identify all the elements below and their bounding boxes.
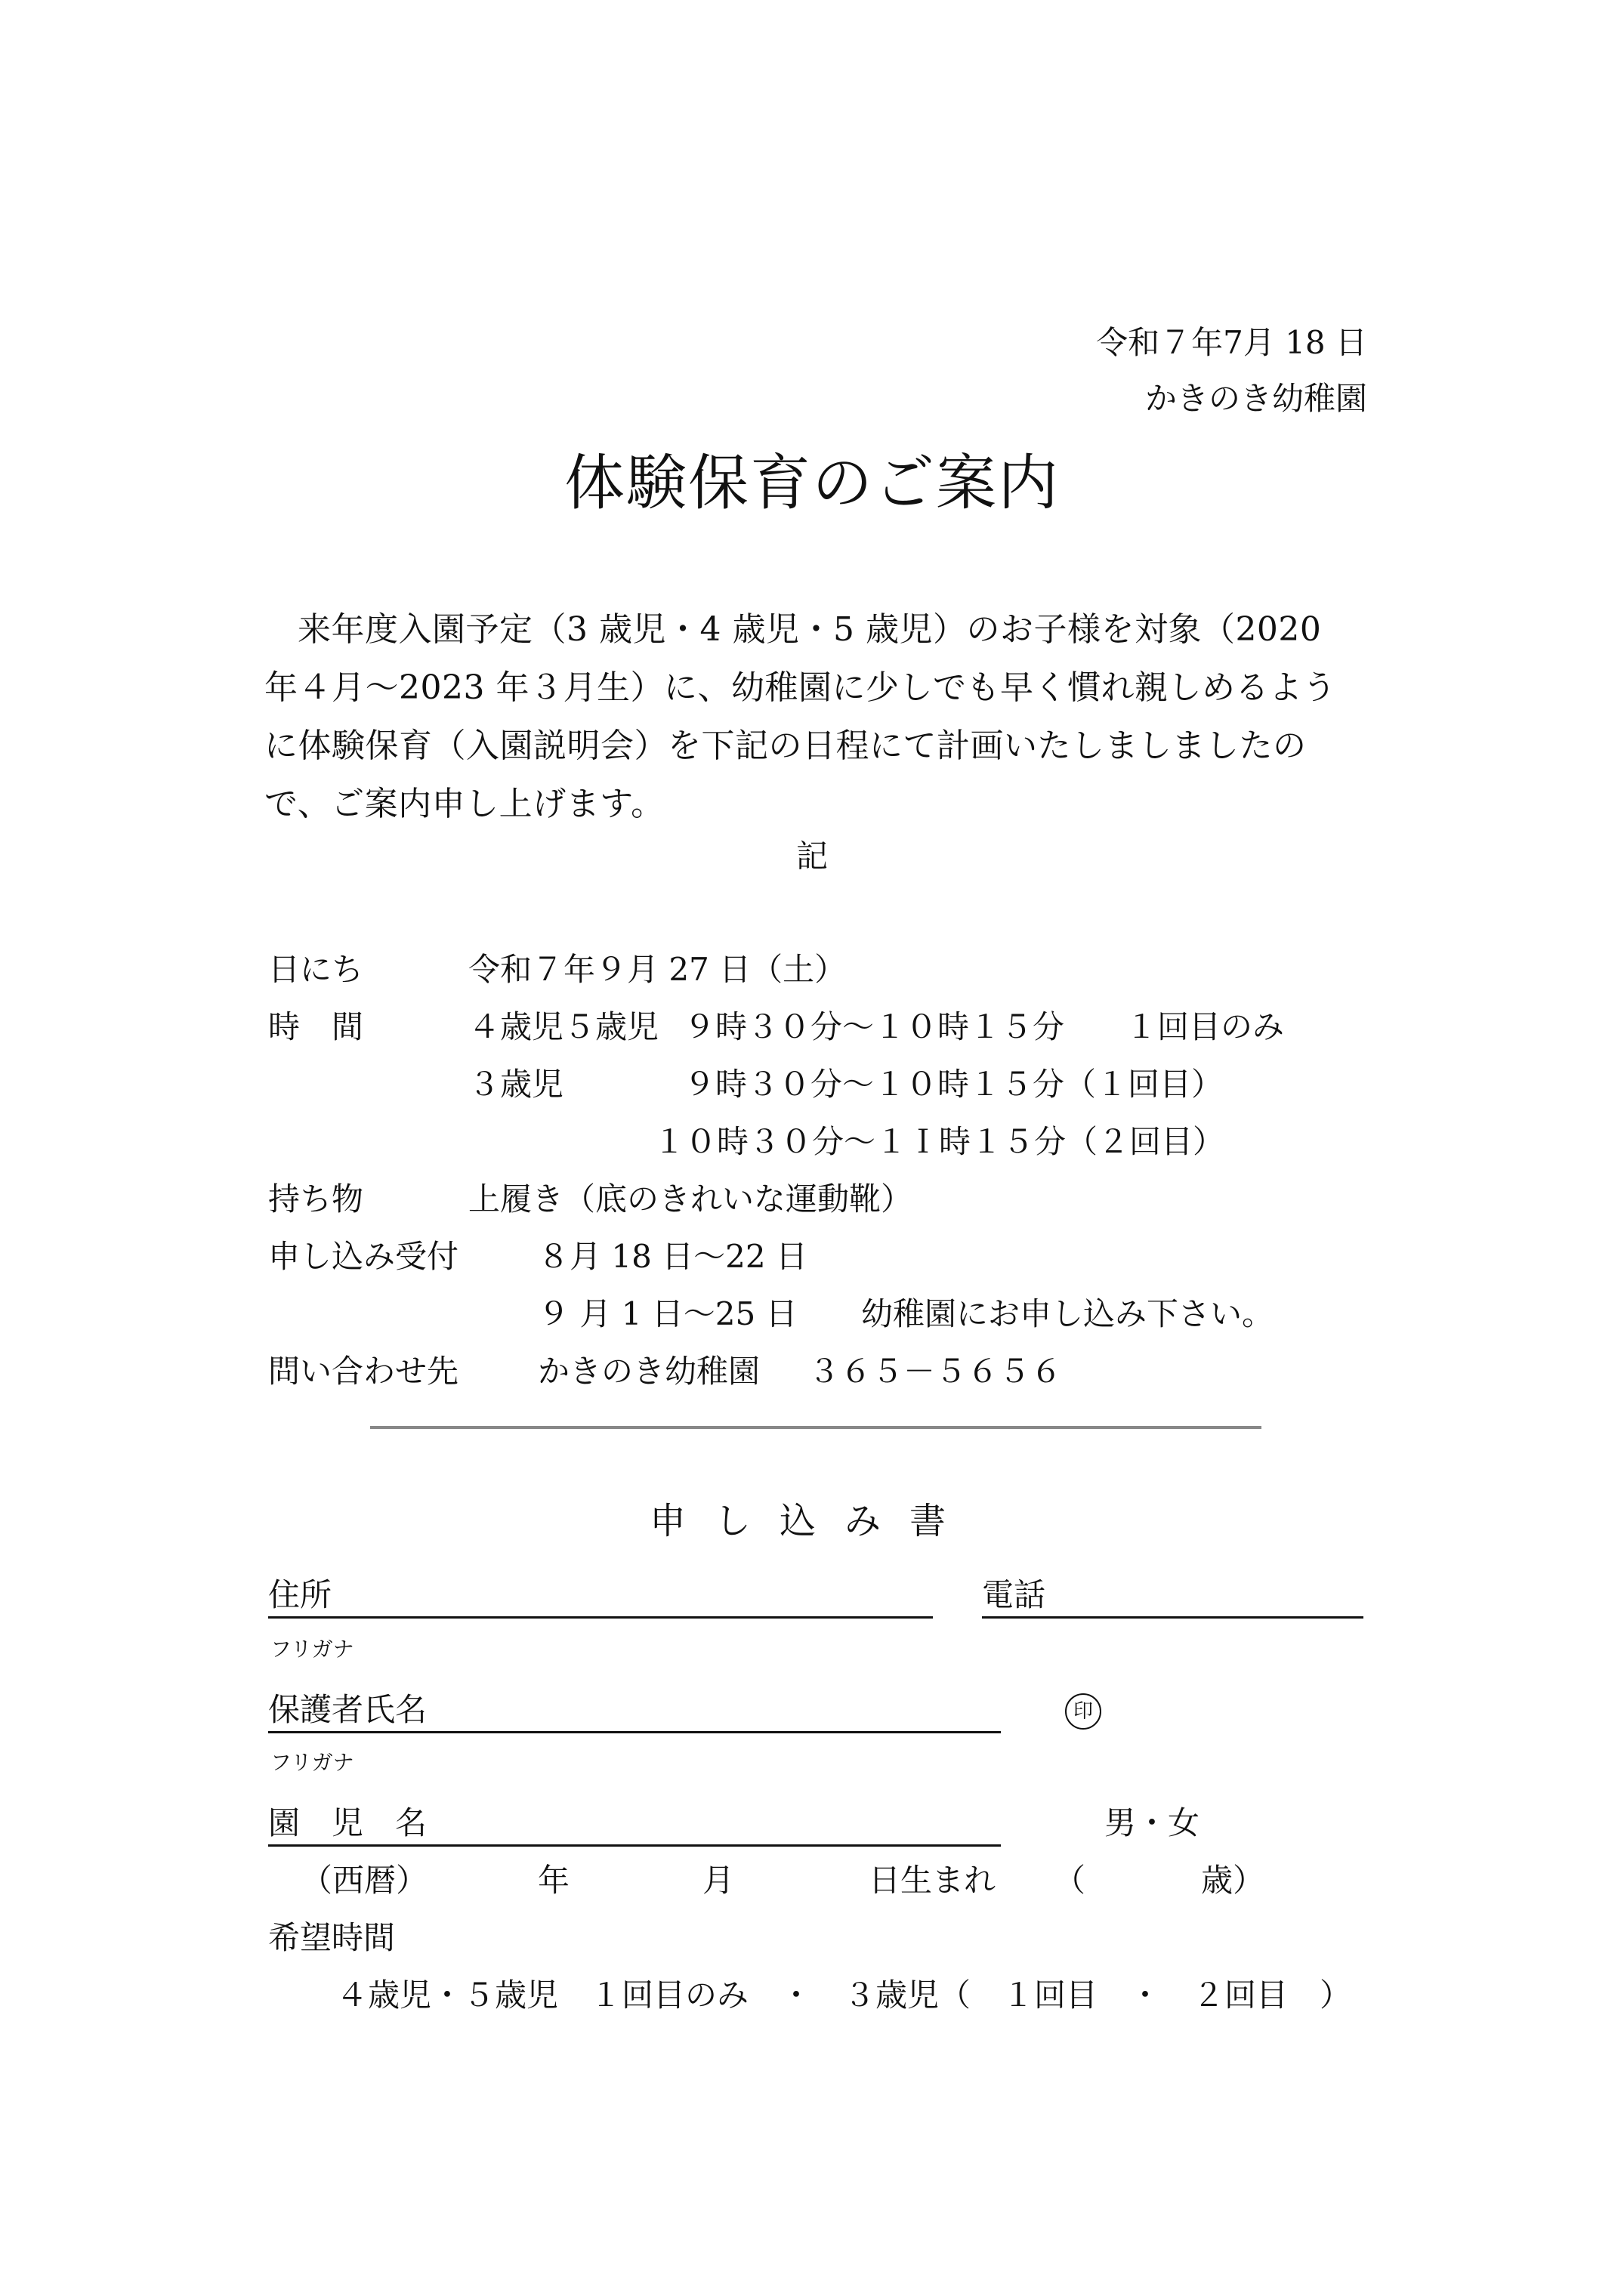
age-open: （ <box>1054 1862 1086 1899</box>
seal-mark <box>1065 1693 1101 1730</box>
issuer-name: かきのき幼稚園 <box>1144 380 1367 417</box>
time-group-4-5: ４歳児５歳児 <box>468 1008 659 1045</box>
items-value: 上履き（底のきれいな運動靴） <box>468 1180 913 1217</box>
page-title: 体験保育のご案内 <box>564 448 1060 518</box>
pref-time-label: 希望時間 <box>268 1919 396 1956</box>
address-field[interactable] <box>268 1574 933 1619</box>
time-label: 時 間 <box>268 1008 364 1045</box>
birth-year: 年 <box>538 1862 570 1899</box>
apply-period-2: ９ 月 1 日～25 日 <box>538 1295 798 1332</box>
guardian-name-field[interactable] <box>268 1689 1001 1733</box>
furigana-guardian: フリガナ <box>270 1637 354 1662</box>
contact-phone: ３６５－５６５６ <box>808 1353 1063 1390</box>
apply-note: 幼稚園にお申し込み下さい。 <box>861 1295 1274 1332</box>
contact-name: かきのき幼稚園 <box>538 1353 761 1390</box>
pref-time-options[interactable]: ４歳児・５歳児 １回目のみ ・ ３歳児（ １回目 ・ ２回目 ） <box>336 1977 1352 2014</box>
issue-date: 令和７年7月 18 日 <box>1096 324 1367 361</box>
form-title: 申し込み書 <box>649 1500 974 1542</box>
birth-day: 日生まれ <box>869 1862 996 1899</box>
apply-label: 申し込み受付 <box>268 1238 459 1275</box>
address-label: 住所 <box>268 1576 332 1613</box>
time-slot-4-5: ９時３０分～１０時１５分 <box>684 1008 1065 1045</box>
age-close: 歳） <box>1201 1862 1265 1899</box>
time-note-4-5: １回目のみ <box>1125 1008 1285 1045</box>
child-label: 園 児 名 <box>268 1804 428 1841</box>
birth-month: 月 <box>702 1862 735 1899</box>
divider <box>370 1426 1261 1429</box>
phone-field[interactable] <box>982 1574 1363 1619</box>
date-label: 日にち <box>268 951 364 988</box>
phone-label: 電話 <box>982 1576 1046 1613</box>
ki-heading: 記 <box>795 838 828 875</box>
intro-paragraph: 来年度入園予定（3 歳児・4 歳児・5 歳児）のお子様を対象（2020 年４月～2023 年３月生）に、幼稚園に少しでも早く慣れ親しめるように体験保育（入園説明会）を下記の日程にて計画いたしましましたので、ご案内申し上げます。 <box>264 610 1336 823</box>
furigana-child: フリガナ <box>270 1750 354 1775</box>
time-slot-3-second: １０時３０分～１Ｉ時１５分（２回目） <box>653 1123 1225 1160</box>
apply-period-1: ８月 18 日～22 日 <box>538 1238 807 1275</box>
seal-icon: 印 <box>1065 1693 1101 1730</box>
time-group-3: ３歳児 <box>468 1066 564 1103</box>
time-slot-3-first: ９時３０分～１０時１５分（１回目） <box>684 1066 1224 1103</box>
contact-label: 問い合わせ先 <box>268 1353 459 1390</box>
date-value: 令和７年９月 27 日（土） <box>468 951 847 988</box>
guardian-label: 保護者氏名 <box>268 1691 428 1728</box>
child-name-field[interactable] <box>268 1802 1001 1847</box>
birth-era: （西暦） <box>301 1862 428 1899</box>
gender-select[interactable]: 男・女 <box>1104 1804 1200 1841</box>
items-label: 持ち物 <box>268 1180 364 1217</box>
